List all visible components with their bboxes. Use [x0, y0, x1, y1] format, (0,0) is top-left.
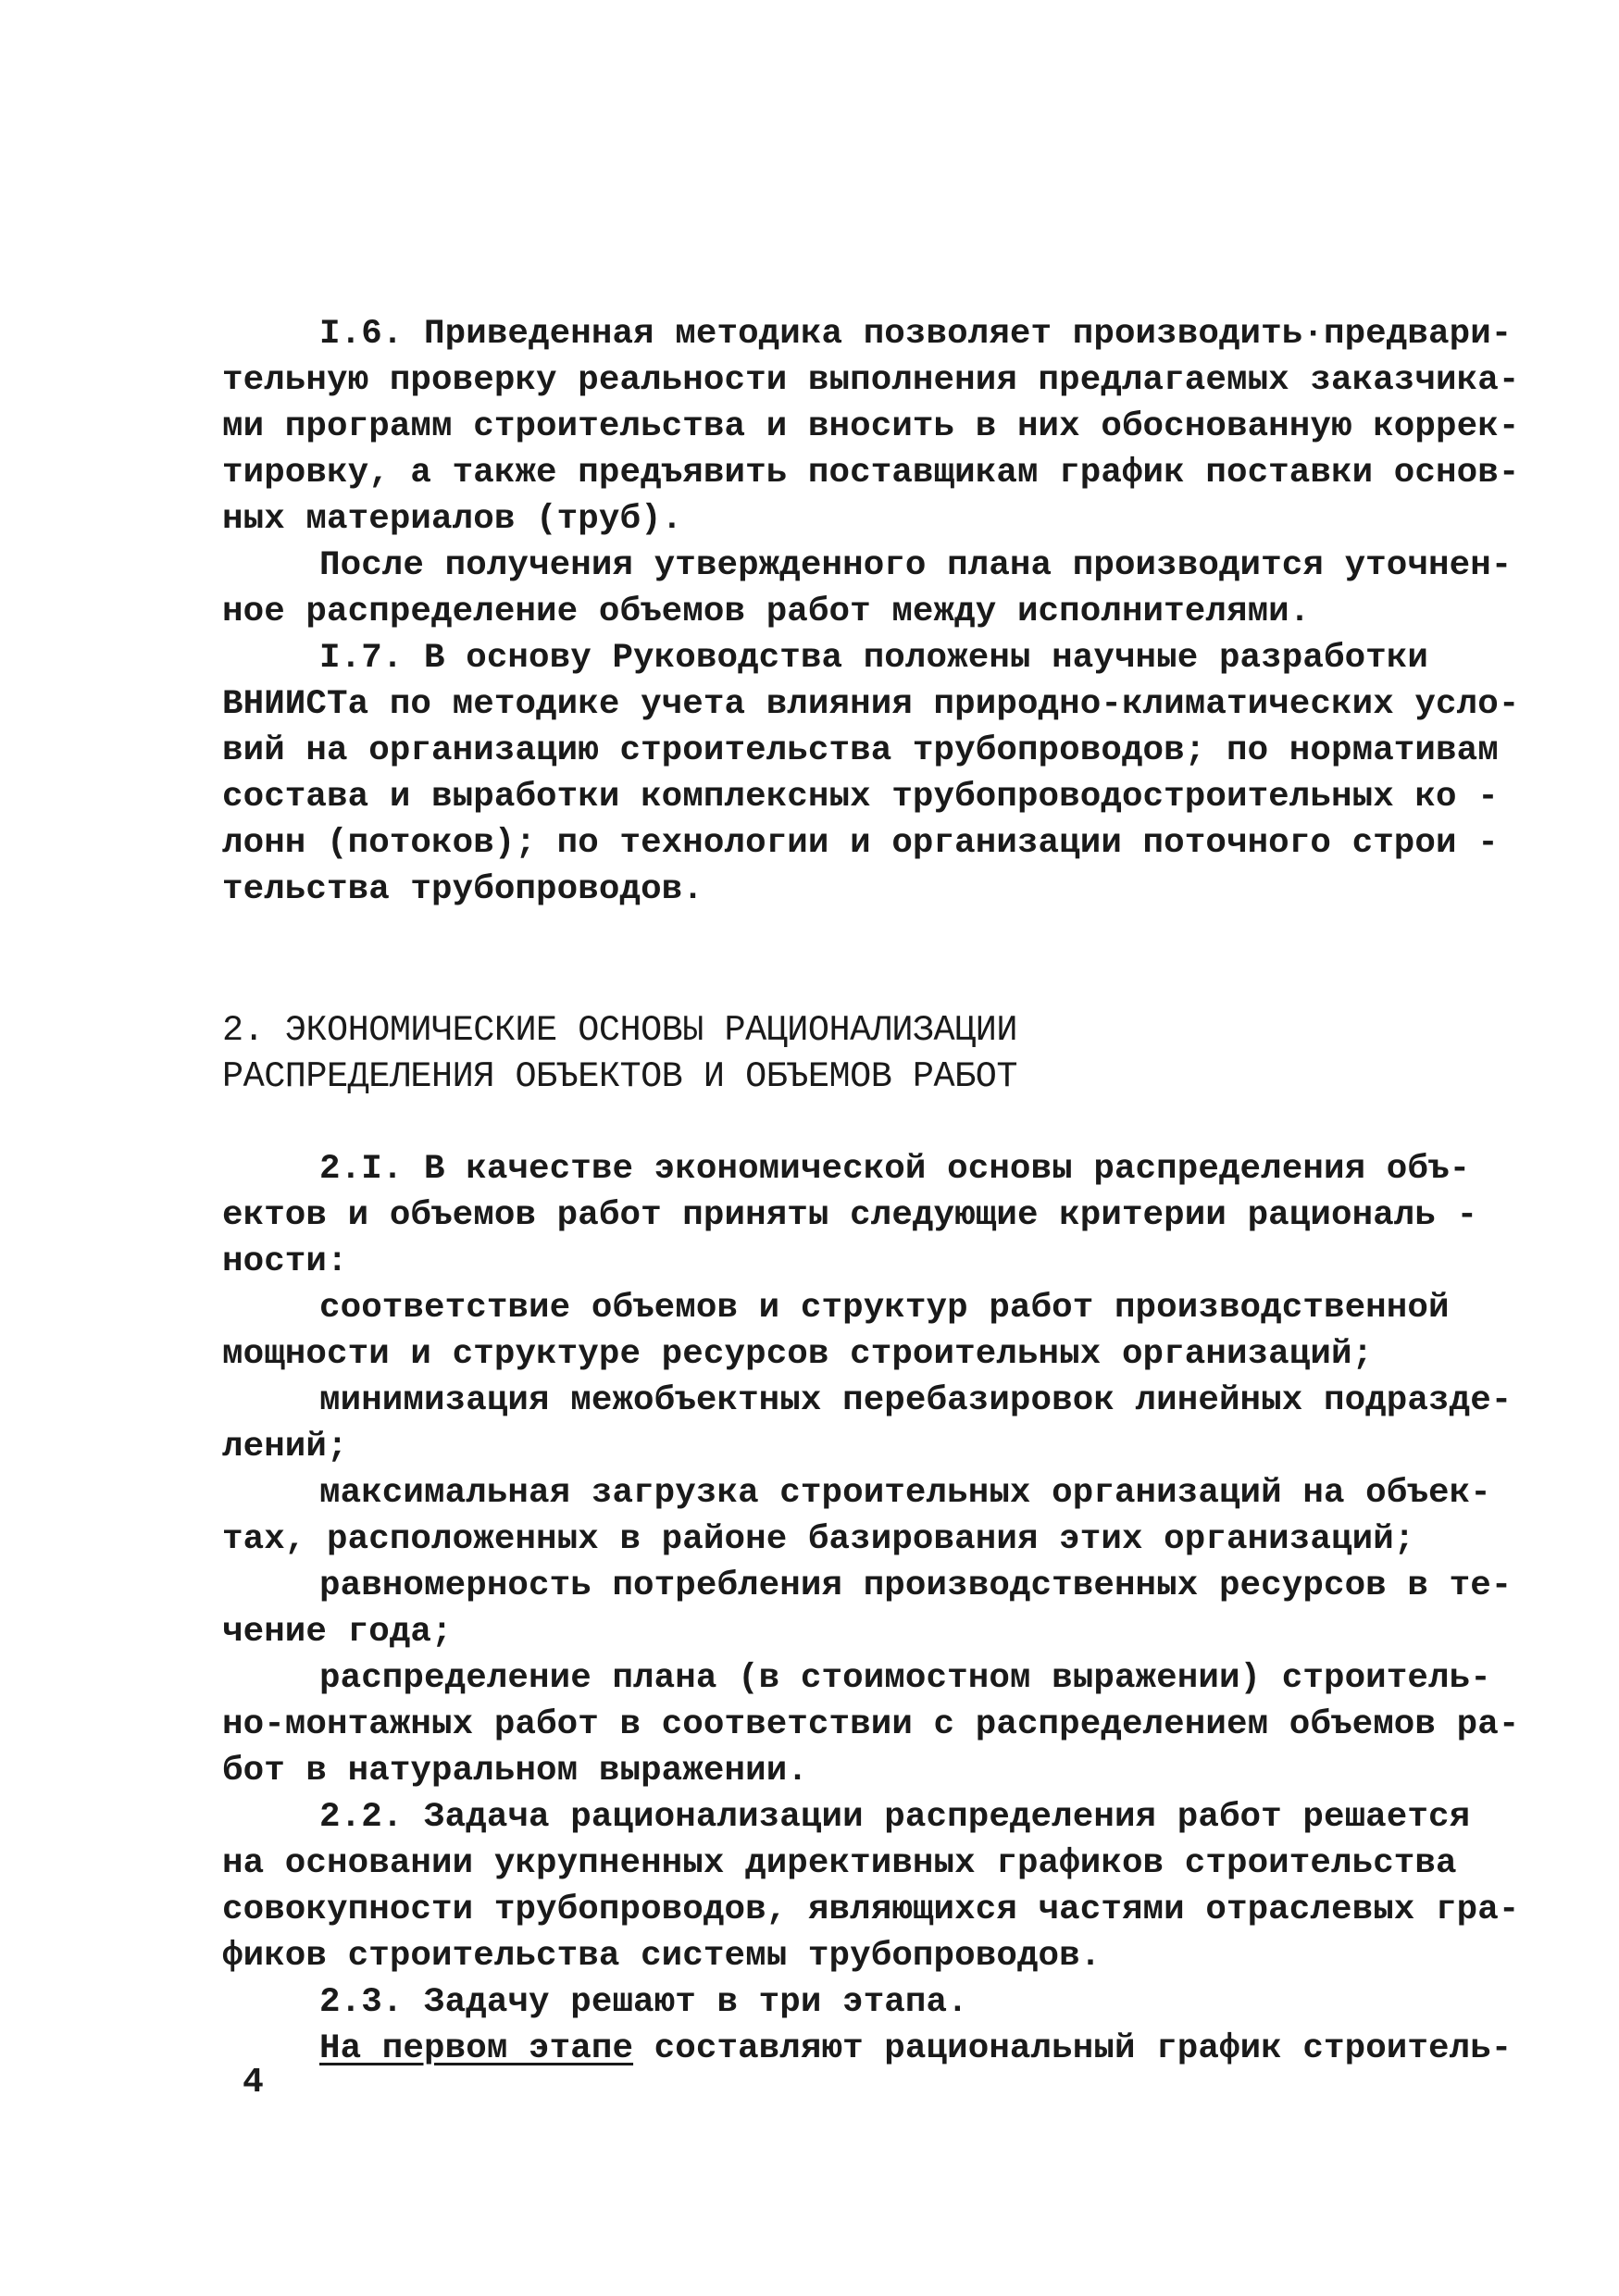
underlined-phrase: На первом этапе: [319, 2029, 634, 2068]
heading-line: 2. ЭКОНОМИЧЕСКИЕ ОСНОВЫ РАЦИОНАЛИЗАЦИИ: [222, 1010, 1017, 1051]
text-line: лонн (потоков); по технологии и организации поточного строи -: [222, 824, 1499, 863]
text-line: тировку, а также предъявить поставщикам график поставки основ-: [222, 454, 1520, 493]
text-line: лений;: [222, 1428, 348, 1466]
text-line: но-монтажных работ в соответствии с распределением объемов ра-: [222, 1705, 1520, 1744]
text-line: максимальная загрузка строительных организаций на объек-: [319, 1474, 1491, 1513]
text-line: [319, 2026, 1512, 2072]
text-line: бот в натуральном выражении.: [222, 1752, 808, 1791]
page-number: 4: [243, 2063, 264, 2103]
text-line: равномерность потребления производственных ресурсов в те-: [319, 1566, 1513, 1605]
text-line: соответствие объемов и структур работ производственной: [319, 1289, 1450, 1328]
text-line: совокупности трубопроводов, являющихся частями отраслевых гра-: [222, 1890, 1520, 1929]
text-line: мощности и структуре ресурсов строительных организаций;: [222, 1335, 1374, 1374]
text-line: 2.I. В качестве экономической основы распределения объ-: [319, 1150, 1471, 1189]
text-line: тельную проверку реальности выполнения предлагаемых заказчика-: [222, 361, 1520, 400]
text-line: тах, расположенных в районе базирования этих организаций;: [222, 1520, 1415, 1559]
text-line: 2.2. Задача рационализации распределения работ решается: [319, 1798, 1471, 1837]
text-line: тельства трубопроводов.: [222, 870, 704, 909]
text-line: ное распределение объемов работ между исполнителями.: [222, 593, 1311, 631]
text-line: ВНИИСТа по методике учета влияния природно-климатических усло-: [222, 685, 1520, 724]
text-line: I.6. Приведенная методика позволяет производить·предвари-: [319, 315, 1513, 354]
heading-line: РАСПРЕДЕЛЕНИЯ ОБЪЕКТОВ И ОБЪЕМОВ РАБОТ: [222, 1056, 1017, 1097]
text-line: состава и выработки комплексных трубопроводостроительных ко -: [222, 778, 1499, 817]
text-line: ности:: [222, 1242, 348, 1281]
text-line: ектов и объемов работ приняты следующие критерии рациональ -: [222, 1196, 1478, 1235]
text-line: После получения утвержденного плана производится уточнен-: [319, 546, 1513, 585]
text-line: 2.3. Задачу решают в три этапа.: [319, 1983, 968, 2022]
text-line: распределение плана (в стоимостном выражении) строитель-: [319, 1659, 1491, 1698]
text-line: фиков строительства системы трубопроводов.: [222, 1937, 1102, 1976]
text-line: ных материалов (труб).: [222, 500, 683, 539]
text-line: минимизация межобъектных перебазировок линейных подразде-: [319, 1381, 1513, 1420]
text-line: вий на организацию строительства трубопроводов; по нормативам: [222, 731, 1499, 770]
text-line: на основании укрупненных директивных графиков строительства: [222, 1844, 1457, 1883]
text-line: чение года;: [222, 1613, 453, 1652]
text-line-rest: составляют рациональный график строитель-: [633, 2029, 1513, 2068]
text-line: I.7. В основу Руководства положены научные разработки: [319, 639, 1428, 678]
text-line: ми программ строительства и вносить в них обоснованную коррек-: [222, 407, 1520, 446]
